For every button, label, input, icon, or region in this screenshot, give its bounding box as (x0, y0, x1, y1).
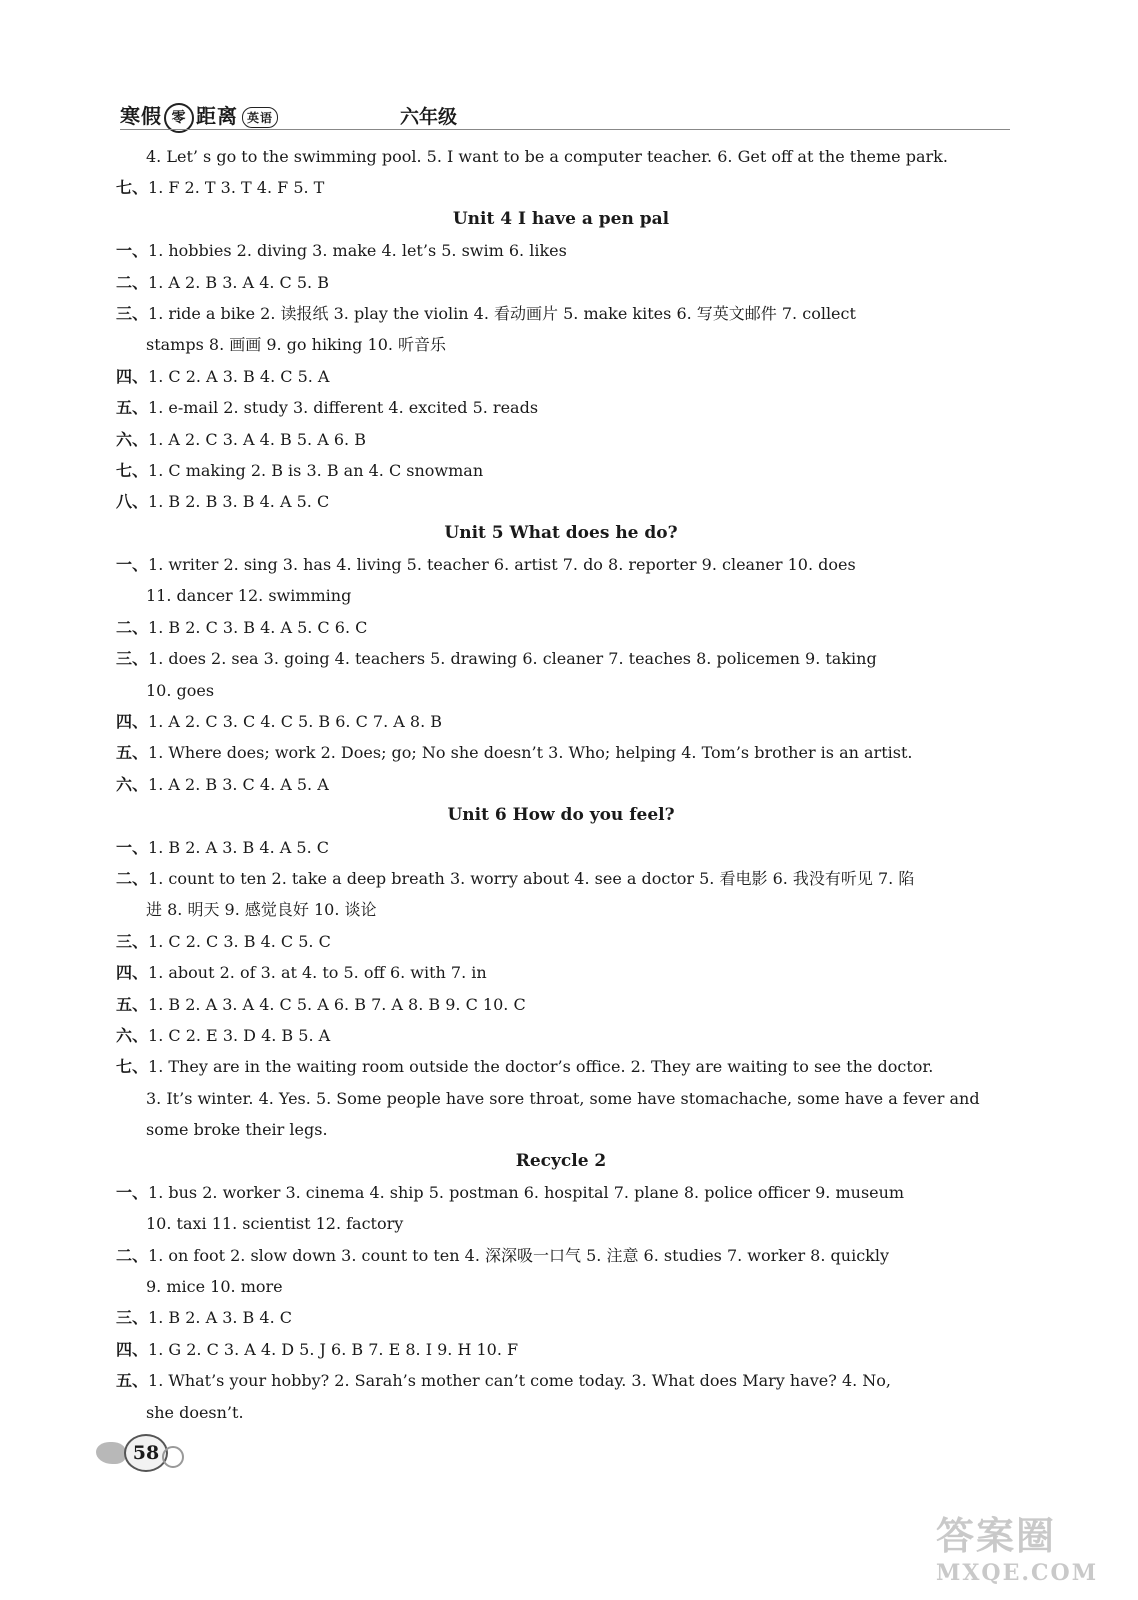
answer-line (116, 1020, 1006, 1051)
question-number: 四、 (116, 963, 149, 983)
answer-continuation: 10. taxi 11. scientist 12. factory (146, 1214, 404, 1234)
question-number: 二、 (116, 272, 149, 292)
question-number: 一、 (116, 1182, 149, 1202)
question-number: 四、 (116, 712, 149, 732)
answer-text: 1. A 2. C 3. C 4. C 5. B 6. C 7. A 8. B (148, 712, 443, 732)
watermark (936, 1505, 1126, 1595)
question-number: 五、 (116, 994, 149, 1014)
brand-text-1: 寒假 (120, 104, 162, 128)
answer-continuation: some broke their legs. (146, 1120, 328, 1140)
answer-text: 1. B 2. C 3. B 4. A 5. C 6. C (148, 617, 368, 637)
brand-text-2: 距离 (196, 104, 238, 128)
answer-line (116, 267, 1006, 298)
watermark-top: 答案圈 (936, 1513, 1057, 1558)
answer-line (116, 549, 1006, 580)
answer-line (116, 769, 1006, 800)
section-title: Unit 5 What does he do? (444, 522, 678, 543)
answer-line (116, 235, 1006, 266)
question-number: 五、 (116, 1371, 149, 1391)
question-number: 三、 (116, 931, 149, 951)
answer-text: 1. ride a bike 2. 读报纸 3. play the violin 4. 看动画片 5. make kites 6. 写英文邮件 7. collect (148, 303, 856, 323)
answer-line (116, 1334, 1006, 1365)
question-number: 五、 (116, 398, 149, 418)
answer-line (116, 1177, 1006, 1208)
answer-line (116, 863, 1006, 894)
answer-line (116, 832, 1006, 863)
answer-text: 1. A 2. C 3. A 4. B 5. A 6. B (148, 429, 366, 449)
snail-shell-icon (162, 1446, 184, 1468)
answer-text: 1. does 2. sea 3. going 4. teachers 5. drawing 6. cleaner 7. teaches 8. policemen 9. taking (148, 649, 877, 669)
answer-continuation: 9. mice 10. more (146, 1277, 283, 1297)
question-number: 二、 (116, 1245, 149, 1265)
answer-line (116, 1051, 1006, 1082)
answer-text: 1. F 2. T 3. T 4. F 5. T (148, 178, 325, 198)
question-number: 四、 (116, 366, 149, 386)
answer-text: 1. B 2. A 3. B 4. C (148, 1308, 292, 1328)
answer-continuation: stamps 8. 画画 9. go hiking 10. 听音乐 (146, 335, 447, 355)
answer-text: 1. count to ten 2. take a deep breath 3. worry about 4. see a doctor 5. 看电影 6. 我没有听见 7. 陷 (148, 868, 915, 888)
question-number: 一、 (116, 241, 149, 261)
section-title: Recycle 2 (515, 1150, 607, 1171)
question-number: 三、 (116, 1308, 149, 1328)
question-number: 七、 (116, 460, 149, 480)
answer-line (116, 1365, 1006, 1396)
answer-continuation: 3. It’s winter. 4. Yes. 5. Some people have sore throat, some have stomachache, some have a fever and (146, 1088, 980, 1108)
answer-line (116, 361, 1006, 392)
section-title: Unit 4 I have a pen pal (452, 208, 670, 229)
question-number: 五、 (116, 743, 149, 763)
answer-text: 1. e-mail 2. study 3. different 4. excited 5. reads (148, 398, 539, 418)
question-number: 四、 (116, 1339, 149, 1359)
answer-line (116, 298, 1006, 329)
bird-icon (96, 1442, 126, 1464)
answer-continuation: 11. dancer 12. swimming (146, 586, 352, 606)
question-number: 二、 (116, 868, 149, 888)
header-divider (120, 129, 1010, 130)
answer-text: 1. C 2. E 3. D 4. B 5. A (148, 1025, 331, 1045)
answer-text: 1. B 2. A 3. A 4. C 5. A 6. B 7. A 8. B 9. C 10. C (148, 994, 526, 1014)
question-number: 八、 (116, 492, 149, 512)
answer-text: 1. A 2. B 3. C 4. A 5. A (148, 774, 329, 794)
answer-line (116, 706, 1006, 737)
answer-text: 1. What’s your hobby? 2. Sarah’s mother can’t come today. 3. What does Mary have? 4. No, (148, 1371, 892, 1391)
answer-text: 1. writer 2. sing 3. has 4. living 5. teacher 6. artist 7. do 8. reporter 9. cleaner 10. does (148, 555, 856, 575)
section-title: Unit 6 How do you feel? (447, 805, 675, 826)
answer-line (116, 486, 1006, 517)
question-number: 三、 (116, 303, 149, 323)
answer-line (116, 392, 1006, 423)
page-footer (96, 1432, 186, 1472)
page-header (120, 96, 1010, 130)
page-number: 58 (124, 1434, 168, 1472)
answer-text: 1. B 2. B 3. B 4. A 5. C (148, 492, 330, 512)
watermark-bottom: MXQE.COM (936, 1560, 1099, 1586)
grade-label: 六年级 (400, 106, 458, 128)
answer-line (116, 926, 1006, 957)
question-number: 一、 (116, 837, 149, 857)
answer-line (116, 424, 1006, 455)
answer-text: 1. Where does; work 2. Does; go; No she doesn’t 3. Who; helping 4. Tom’s brother is an artist. (148, 743, 913, 763)
answer-line (116, 989, 1006, 1020)
answer-text: 1. C making 2. B is 3. B an 4. C snowman (148, 460, 484, 480)
question-number: 六、 (116, 1025, 149, 1045)
answer-text: 1. G 2. C 3. A 4. D 5. J 6. B 7. E 8. I 9. H 10. F (148, 1339, 519, 1359)
answer-line (116, 612, 1006, 643)
answer-text: 1. on foot 2. slow down 3. count to ten 4. 深深吸一口气 5. 注意 6. studies 7. worker 8. quickly (148, 1245, 890, 1265)
answer-text: 1. C 2. A 3. B 4. C 5. A (148, 366, 330, 386)
answer-text: 1. B 2. A 3. B 4. A 5. C (148, 837, 329, 857)
subject-tag: 英语 (242, 107, 278, 128)
answer-line (116, 172, 1006, 203)
question-number: 六、 (116, 429, 149, 449)
brand-circle: 零 (164, 103, 194, 133)
book-brand-logo (120, 100, 278, 133)
answer-text: 1. C 2. C 3. B 4. C 5. C (148, 931, 331, 951)
answer-line (116, 1302, 1006, 1333)
question-number: 六、 (116, 774, 149, 794)
question-number: 一、 (116, 555, 149, 575)
answer-continuation: 10. goes (146, 680, 215, 700)
answer-line (116, 737, 1006, 768)
question-number: 七、 (116, 178, 149, 198)
answer-text: 1. A 2. B 3. A 4. C 5. B (148, 272, 329, 292)
answer-continuation: she doesn’t. (146, 1402, 244, 1422)
answer-continuation: 进 8. 明天 9. 感觉良好 10. 谈论 (146, 900, 377, 920)
answer-continuation: 4. Let’ s go to the swimming pool. 5. I want to be a computer teacher. 6. Get off at the theme park. (146, 147, 948, 166)
answer-text: 1. about 2. of 3. at 4. to 5. off 6. with 7. in (148, 963, 487, 983)
answer-text: 1. hobbies 2. diving 3. make 4. let’s 5. swim 6. likes (148, 241, 567, 261)
question-number: 三、 (116, 649, 149, 669)
answer-text: 1. They are in the waiting room outside the doctor’s office. 2. They are waiting to see the doctor. (148, 1057, 934, 1077)
question-number: 二、 (116, 617, 149, 637)
answer-text: 1. bus 2. worker 3. cinema 4. ship 5. postman 6. hospital 7. plane 8. police officer 9. museum (148, 1182, 905, 1202)
answer-key-content (116, 141, 1006, 1428)
answer-line (116, 455, 1006, 486)
answer-line (116, 957, 1006, 988)
answer-line (116, 643, 1006, 674)
question-number: 七、 (116, 1057, 149, 1077)
answer-line (116, 1240, 1006, 1271)
